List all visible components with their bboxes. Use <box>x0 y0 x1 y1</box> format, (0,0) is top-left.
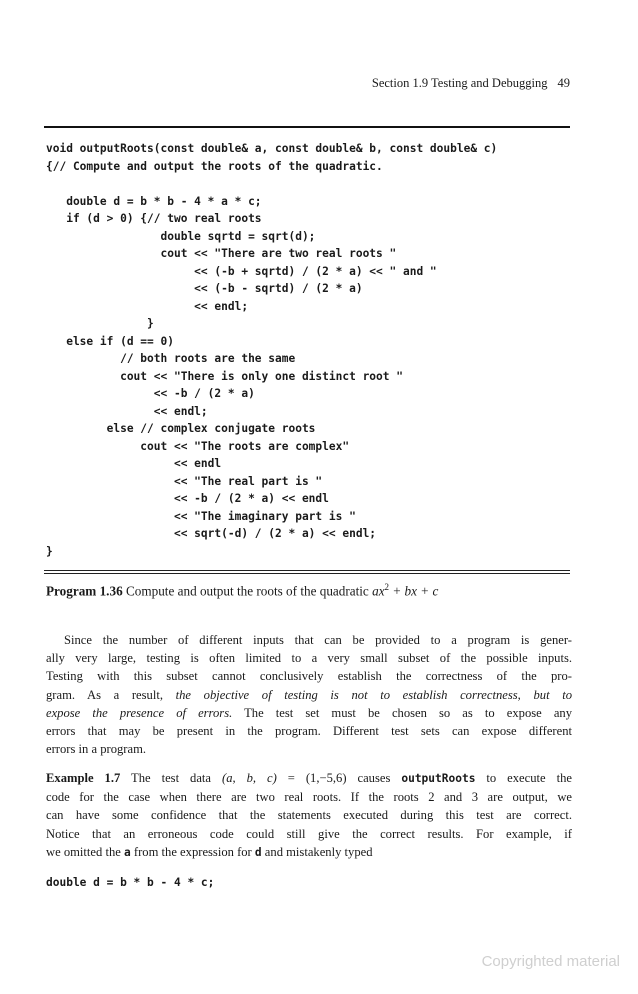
para2-line-1-text-c: = (1,−5,6) causes <box>276 771 402 785</box>
code-line: << -b / (2 * a) <box>46 387 255 400</box>
code-line: double d = b * b - 4 * a * c; <box>46 194 262 208</box>
para2-line-4: Notice that an erroneous code could still give the correct results. For example, if <box>46 826 572 841</box>
code-line: << -b / (2 * a) << endl <box>46 492 329 505</box>
para2-line-5-text-e: and mistakenly typed <box>261 844 373 859</box>
program-code-block <box>46 140 497 560</box>
para1-line-5 <box>46 704 572 722</box>
code-line: } <box>46 544 53 558</box>
caption-formula-rest: + bx + c <box>389 583 439 599</box>
copyright-watermark: Copyrighted material <box>481 953 620 970</box>
code-line: {// Compute and output the roots of the quadratic. <box>46 159 383 173</box>
code-line: else if (d == 0) <box>46 334 174 348</box>
para1-line-7: errors in a program. <box>46 742 147 757</box>
caption-formula-a: ax <box>372 583 385 599</box>
caption-label: Program 1.36 <box>46 583 123 599</box>
para1-emphasis-2: expose the presence of errors. <box>46 705 233 720</box>
code-bottom-rule-1 <box>44 570 570 571</box>
para1-emphasis-1: the objective of testing is not to establish correctness, but to <box>175 687 573 702</box>
paragraph-example <box>46 769 572 862</box>
code-line: } <box>46 317 154 330</box>
para2-line-1-text-a: The test data <box>120 771 222 785</box>
example-title: Example 1.7 <box>46 771 121 785</box>
para1-line-5-text: The test set must be chosen so as to expose any <box>232 705 573 720</box>
caption-text: Compute and output the roots of the quadratic <box>125 583 369 599</box>
code-line: double sqrtd = sqrt(d); <box>46 229 316 243</box>
caption-formula-sup: 2 <box>384 582 390 592</box>
section-title: Section 1.9 Testing and Debugging <box>371 76 548 90</box>
para1-line-4-text: gram. As a result, <box>46 687 176 702</box>
para2-line-1 <box>46 769 572 788</box>
code-line: void outputRoots(const double& a, const double& b, const double& c) <box>46 142 498 155</box>
para2-line-5-text-c: from the expression for <box>130 844 255 859</box>
code-bottom-rule-2 <box>44 573 570 574</box>
code-line: else // complex conjugate roots <box>46 422 316 435</box>
para1-line-6: errors that may be present in the program. Different test sets can expose different <box>46 724 572 739</box>
para2-line-5-text-a: we omitted the <box>46 844 124 859</box>
code-top-rule <box>44 126 570 128</box>
code-line: << "The real part is " <box>46 474 323 488</box>
code-line: << endl <box>46 457 222 470</box>
para2-function-name: outputRoots <box>401 772 476 785</box>
erroneous-code-line: double d = b * b - 4 * c; <box>46 876 215 889</box>
code-line: << "The imaginary part is " <box>46 509 356 523</box>
para1-line-3: Testing with this subset cannot conclusively establish the correctness of the pro- <box>46 669 572 684</box>
code-line: << (-b - sqrtd) / (2 * a) <box>46 282 363 295</box>
page-number: 49 <box>557 76 570 90</box>
code-line: << endl; <box>46 299 249 313</box>
code-line: if (d > 0) {// two real roots <box>46 212 262 225</box>
para1-line-4 <box>46 686 572 704</box>
code-line: << sqrt(-d) / (2 * a) << endl; <box>46 527 377 540</box>
code-line: cout << "The roots are complex" <box>46 439 350 453</box>
para2-tuple: (a, b, c) <box>222 771 277 785</box>
para2-line-3: can have some confidence that the statements executed during this test are correct. <box>46 808 572 823</box>
code-line: cout << "There is only one distinct root " <box>46 369 403 383</box>
para1-line-1: Since the number of different inputs that can be provided to a program is gener- <box>64 633 572 647</box>
code-line: << endl; <box>46 404 208 418</box>
para2-var-d: d <box>254 845 262 859</box>
code-line: cout << "There are two real roots " <box>46 247 397 260</box>
code-line: << (-b + sqrtd) / (2 * a) << " and " <box>46 264 437 278</box>
para1-line-2: ally very large, testing is often limited to a very small subset of the possible inputs. <box>46 651 572 666</box>
program-caption <box>46 582 572 599</box>
para2-var-a: a <box>124 845 131 859</box>
para2-line-1-text-e: to execute the <box>475 771 572 785</box>
paragraph-testing <box>46 631 572 758</box>
para2-line-5 <box>46 843 572 862</box>
code-line: // both roots are the same <box>46 352 296 365</box>
para2-line-2: code for the case when there are two real roots. If the roots 2 and 3 are output, we <box>46 790 572 805</box>
running-header <box>372 76 570 91</box>
code-line <box>46 175 497 193</box>
